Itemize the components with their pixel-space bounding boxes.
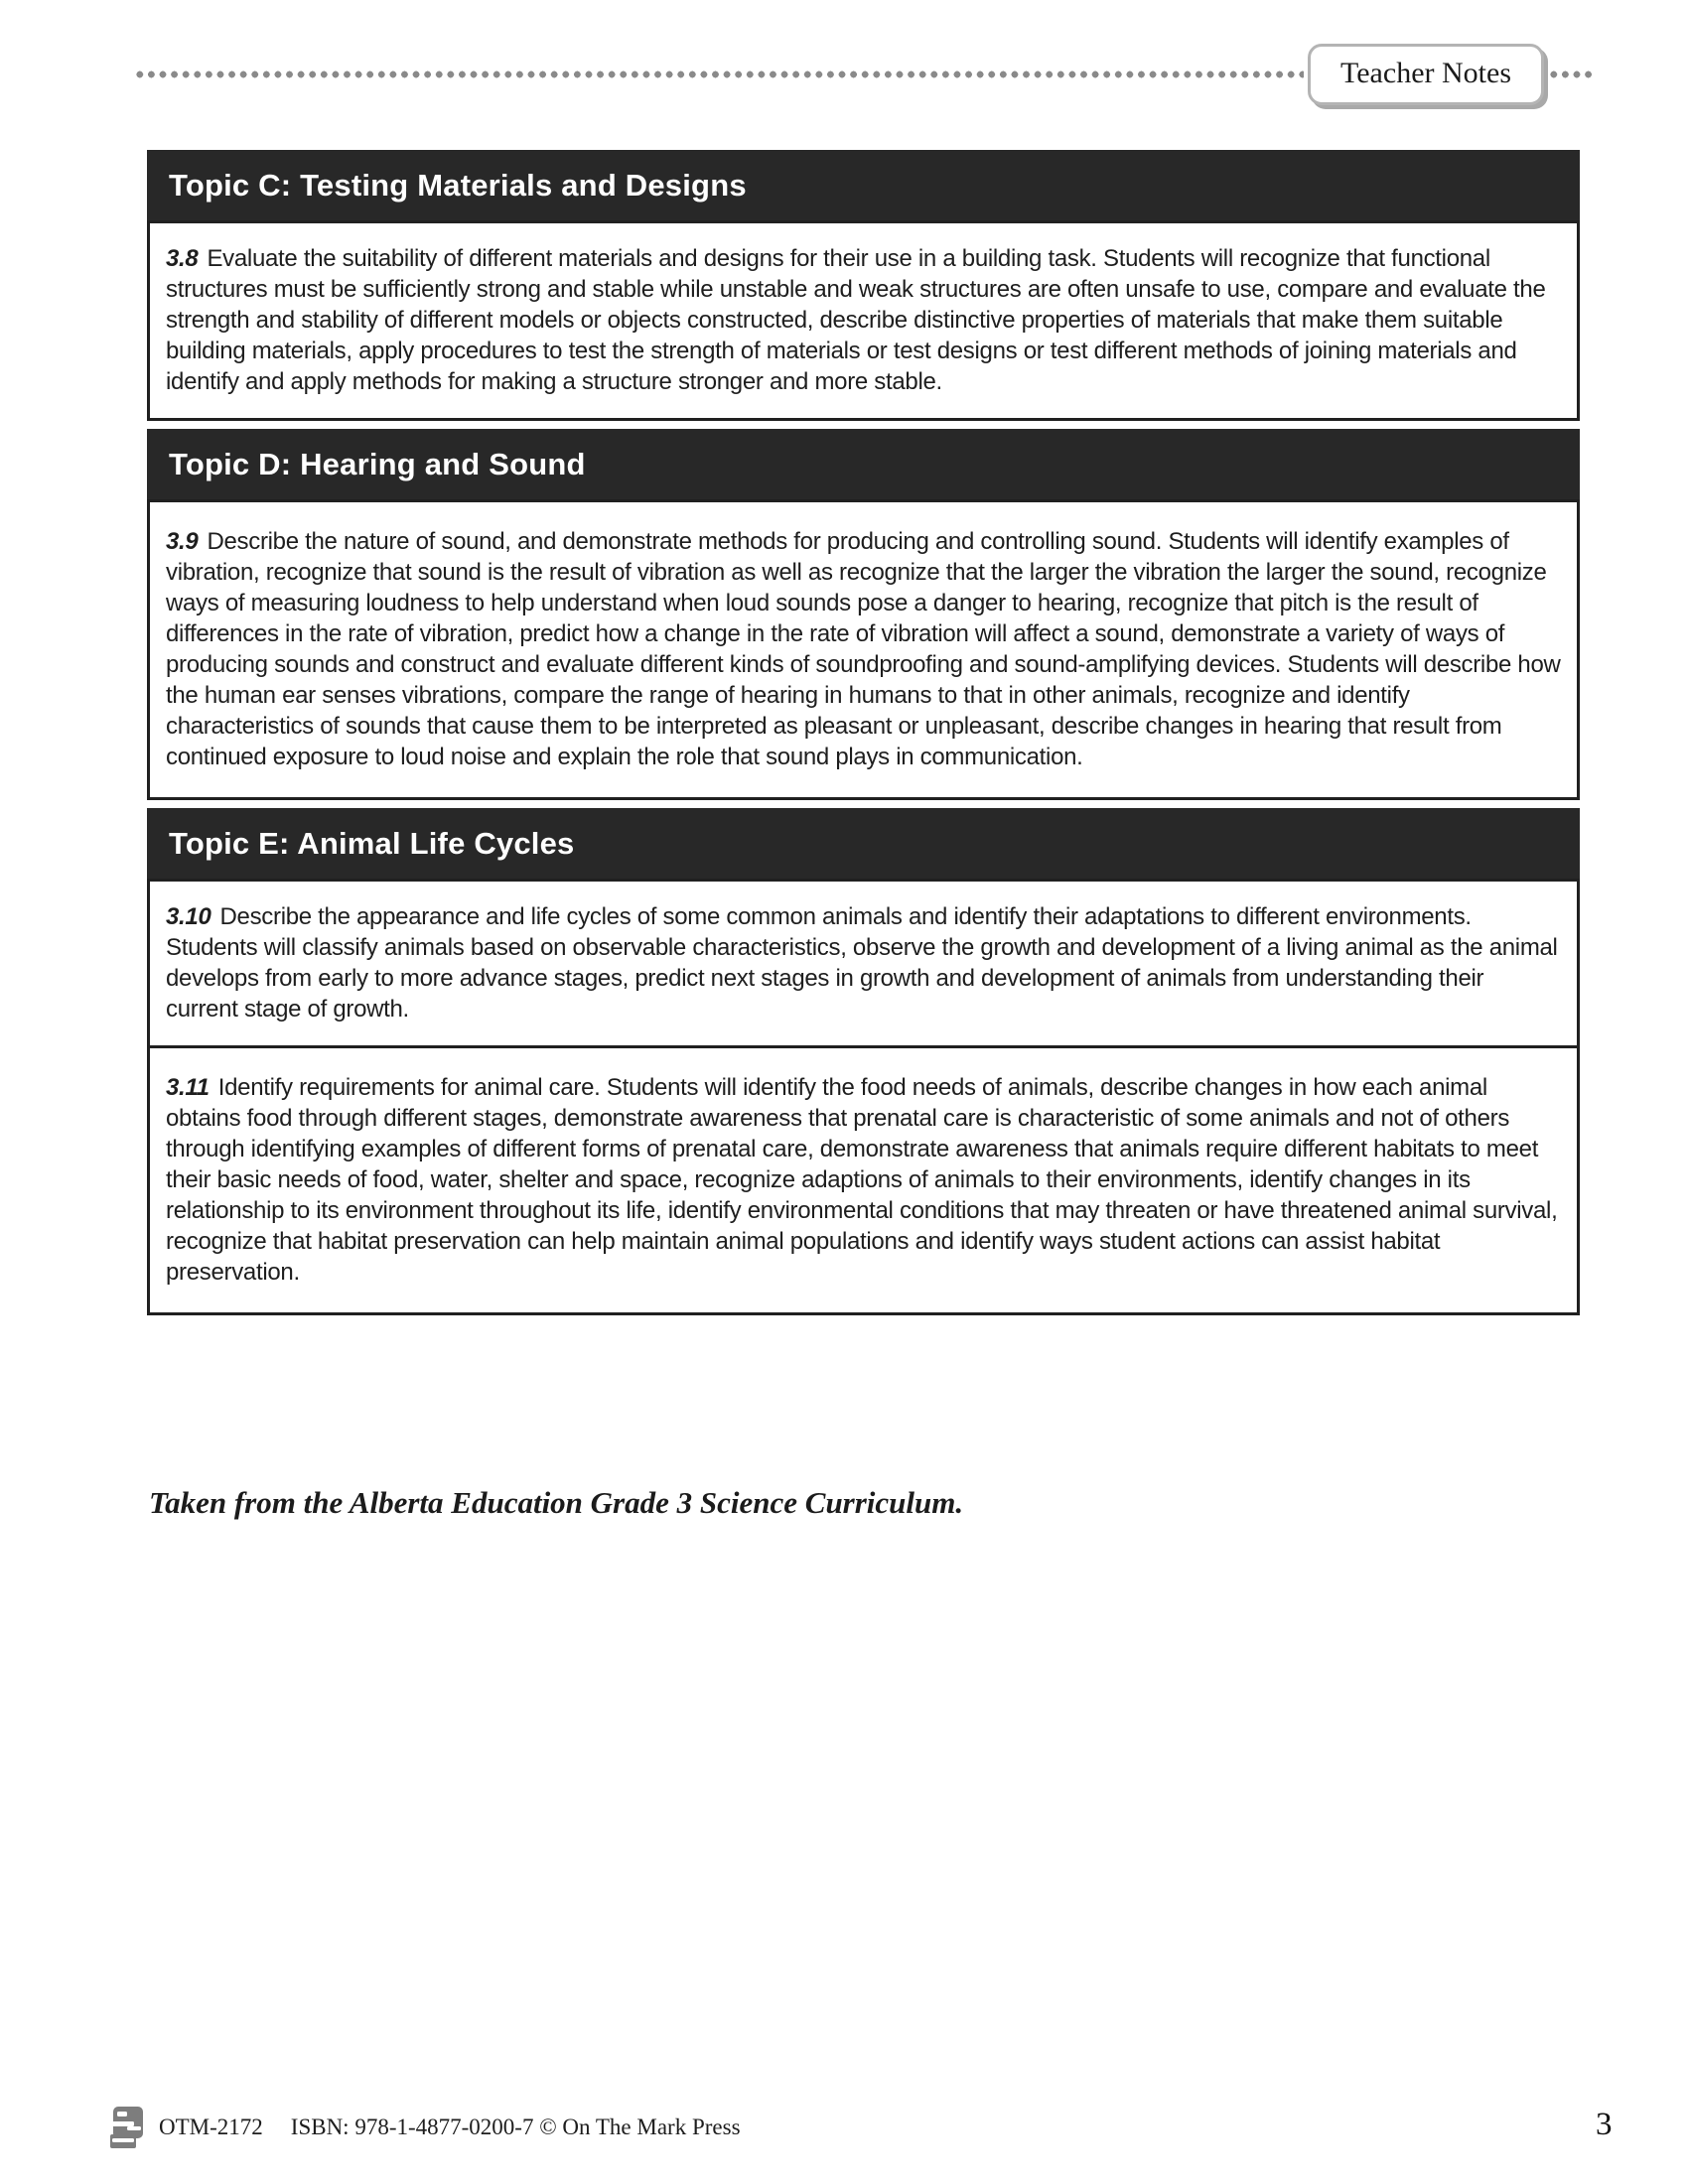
item-number: 3.11 [166, 1074, 210, 1101]
copier-icon [109, 2105, 145, 2150]
item-text: Describe the appearance and life cycles of some common animals and identify their adaptations to different environments. Students will classify animals based on observable characteristics, observe the growth and development of a living animal as the animal develops from early to more advance stages, predict next stages in growth and development of animals from understanding their current stage of growth. [166, 903, 1558, 1023]
footer [109, 2105, 1628, 2150]
header [134, 40, 1594, 109]
item-number: 3.8 [166, 245, 199, 272]
footer-text [159, 2115, 741, 2140]
item-text: Identify requirements for animal care. Students will identify the food needs of animals, describe changes in how each animal obtains food through different stages, demonstrate awareness that prenatal care is characteristic of some animals and not of others through identifying examples of different forms of prenatal care, demonstrate awareness that animals require different habitats to meet their basic needs of food, water, shelter and space, recognize adaptions of animals to their environments, identify changes in its relationship to its environment throughout its life, identify environmental conditions that may threaten or have threatened animal survival, recognize that habitat preservation can help maintain animal populations and identify ways student actions can assist habitat preservation. [166, 1074, 1558, 1286]
item-number: 3.10 [166, 903, 211, 930]
item-number: 3.9 [166, 528, 199, 555]
page-number: 3 [1596, 2107, 1613, 2142]
curriculum-item-3-11 [147, 1045, 1580, 1315]
source-note: Taken from the Alberta Education Grade 3 Science Curriculum. [149, 1485, 964, 1520]
curriculum-content [147, 150, 1580, 1315]
product-code: OTM-2172 [159, 2115, 263, 2139]
isbn-copyright: ISBN: 978-1-4877-0200-7 © On The Mark Press [290, 2115, 741, 2139]
topic-header-c: Topic C: Testing Materials and Designs [147, 150, 1580, 220]
curriculum-item-3-9 [147, 499, 1580, 800]
curriculum-item-3-10 [147, 879, 1580, 1048]
curriculum-item-3-8 [147, 220, 1580, 421]
topic-header-d: Topic D: Hearing and Sound [147, 429, 1580, 499]
teacher-notes-tab: Teacher Notes [1308, 44, 1544, 105]
item-text: Evaluate the suitability of different materials and designs for their use in a building task. Students will recognize that functional structures must be sufficiently strong and stable while unstable and weak structures are often unsafe to use, compare and evaluate the strength and stability of different models or objects constructed, describe distinctive properties of materials that make them suitable building materials, apply procedures to test the strength of materials or test designs or test different methods of joining materials and identify and apply methods for making a structure stronger and more stable. [166, 245, 1546, 395]
dotted-rule-left [134, 70, 1304, 78]
dotted-rule-right [1548, 70, 1594, 78]
topic-header-e: Topic E: Animal Life Cycles [147, 808, 1580, 879]
item-text: Describe the nature of sound, and demonstrate methods for producing and controlling sound. Students will identify examples of vibration, recognize that sound is the result of vibration as well as recognize that the larger the vibration the larger the sound, recognize ways of measuring loudness to help understand when loud sounds pose a danger to hearing, recognize that pitch is the result of differences in the rate of vibration, predict how a change in the rate of vibration will affect a sound, demonstrate a variety of ways of producing sounds and construct and evaluate different kinds of soundproofing and sound-amplifying devices. Students will describe how the human ear senses vibrations, compare the range of hearing in humans to that in other animals, recognize and identify characteristics of sounds that cause them to be interpreted as pleasant or unpleasant, describe changes in hearing that result from continued exposure to loud noise and explain the role that sound plays in communication. [166, 528, 1561, 770]
